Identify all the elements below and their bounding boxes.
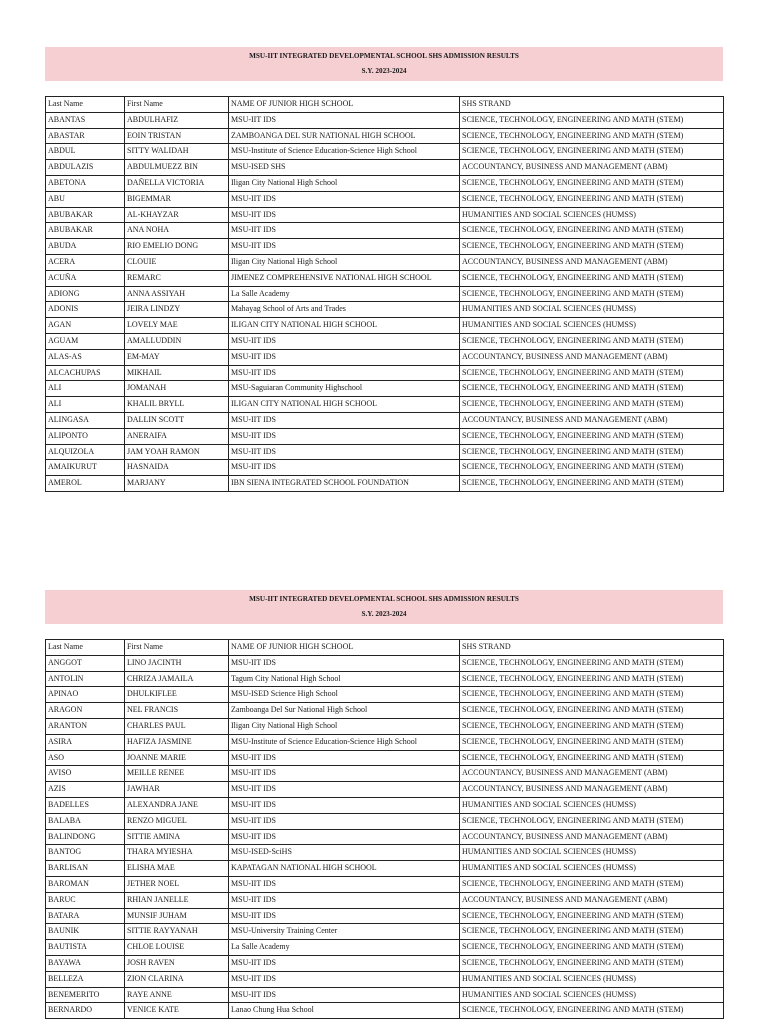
table-row bbox=[46, 987, 724, 1003]
first-name-cell: ELISHA MAE bbox=[125, 861, 229, 877]
first-name-cell: NEL FRANCIS bbox=[125, 703, 229, 719]
shs-strand-cell: SCIENCE, TECHNOLOGY, ENGINEERING AND MATH (STEM) bbox=[460, 128, 724, 144]
table-header-row bbox=[46, 640, 724, 656]
table-row bbox=[46, 908, 724, 924]
junior-high-school-cell: MSU-IIT IDS bbox=[229, 782, 460, 798]
table-row bbox=[46, 239, 724, 255]
first-name-cell: EM-MAY bbox=[125, 349, 229, 365]
last-name-cell: BARUC bbox=[46, 892, 125, 908]
table-row bbox=[46, 318, 724, 334]
junior-high-school-cell: Iligan City National High School bbox=[229, 175, 460, 191]
first-name-cell: MARJANY bbox=[125, 476, 229, 492]
junior-high-school-cell: MSU-Saguiaran Community Highschool bbox=[229, 381, 460, 397]
shs-strand-cell: HUMANITIES AND SOCIAL SCIENCES (HUMSS) bbox=[460, 207, 724, 223]
last-name-cell: BAUNIK bbox=[46, 924, 125, 940]
shs-strand-cell: SCIENCE, TECHNOLOGY, ENGINEERING AND MATH (STEM) bbox=[460, 144, 724, 160]
table-row bbox=[46, 782, 724, 798]
first-name-cell: AL-KHAYZAR bbox=[125, 207, 229, 223]
first-name-cell: ZION CLARINA bbox=[125, 971, 229, 987]
section-banner bbox=[45, 47, 723, 81]
shs-strand-cell: HUMANITIES AND SOCIAL SCIENCES (HUMSS) bbox=[460, 987, 724, 1003]
shs-strand-cell: HUMANITIES AND SOCIAL SCIENCES (HUMSS) bbox=[460, 318, 724, 334]
header-first-name: First Name bbox=[125, 97, 229, 113]
junior-high-school-cell: MSU-IIT IDS bbox=[229, 333, 460, 349]
last-name-cell: ALI bbox=[46, 381, 125, 397]
shs-strand-cell: SCIENCE, TECHNOLOGY, ENGINEERING AND MATH (STEM) bbox=[460, 813, 724, 829]
junior-high-school-cell: IBN SIENA INTEGRATED SCHOOL FOUNDATION bbox=[229, 476, 460, 492]
shs-strand-cell: ACCOUNTANCY, BUSINESS AND MANAGEMENT (ABM) bbox=[460, 349, 724, 365]
table-row bbox=[46, 750, 724, 766]
table-row bbox=[46, 270, 724, 286]
header-last-name: Last Name bbox=[46, 640, 125, 656]
table-row bbox=[46, 444, 724, 460]
junior-high-school-cell: MSU-IIT IDS bbox=[229, 813, 460, 829]
first-name-cell: RENZO MIGUEL bbox=[125, 813, 229, 829]
table-row bbox=[46, 955, 724, 971]
first-name-cell: VENICE KATE bbox=[125, 1003, 229, 1019]
school-year: S.Y. 2023-2024 bbox=[361, 67, 407, 75]
shs-strand-cell: ACCOUNTANCY, BUSINESS AND MANAGEMENT (ABM) bbox=[460, 782, 724, 798]
shs-strand-cell: SCIENCE, TECHNOLOGY, ENGINEERING AND MATH (STEM) bbox=[460, 908, 724, 924]
last-name-cell: ANTOLIN bbox=[46, 671, 125, 687]
first-name-cell: JETHER NOEL bbox=[125, 876, 229, 892]
junior-high-school-cell: MSU-IIT IDS bbox=[229, 955, 460, 971]
shs-strand-cell: SCIENCE, TECHNOLOGY, ENGINEERING AND MATH (STEM) bbox=[460, 955, 724, 971]
last-name-cell: ABETONA bbox=[46, 175, 125, 191]
table-row bbox=[46, 476, 724, 492]
last-name-cell: ALIPONTO bbox=[46, 428, 125, 444]
shs-strand-cell: ACCOUNTANCY, BUSINESS AND MANAGEMENT (ABM) bbox=[460, 892, 724, 908]
table-row bbox=[46, 191, 724, 207]
last-name-cell: BAUTISTA bbox=[46, 940, 125, 956]
junior-high-school-cell: Mahayag School of Arts and Trades bbox=[229, 302, 460, 318]
junior-high-school-cell: MSU-ISED-SciHS bbox=[229, 845, 460, 861]
shs-strand-cell: SCIENCE, TECHNOLOGY, ENGINEERING AND MATH (STEM) bbox=[460, 175, 724, 191]
table-row bbox=[46, 144, 724, 160]
last-name-cell: BENEMERITO bbox=[46, 987, 125, 1003]
table-row bbox=[46, 718, 724, 734]
last-name-cell: AMAIKURUT bbox=[46, 460, 125, 476]
first-name-cell: JAM YOAH RAMON bbox=[125, 444, 229, 460]
table-row bbox=[46, 160, 724, 176]
last-name-cell: AZIS bbox=[46, 782, 125, 798]
first-name-cell: RAYE ANNE bbox=[125, 987, 229, 1003]
first-name-cell: DALLIN SCOTT bbox=[125, 412, 229, 428]
junior-high-school-cell: MSU-ISED Science High School bbox=[229, 687, 460, 703]
last-name-cell: ASO bbox=[46, 750, 125, 766]
last-name-cell: ASIRA bbox=[46, 734, 125, 750]
header-first-name: First Name bbox=[125, 640, 229, 656]
junior-high-school-cell: MSU-IIT IDS bbox=[229, 460, 460, 476]
shs-strand-cell: ACCOUNTANCY, BUSINESS AND MANAGEMENT (ABM) bbox=[460, 412, 724, 428]
junior-high-school-cell: ZAMBOANGA DEL SUR NATIONAL HIGH SCHOOL bbox=[229, 128, 460, 144]
last-name-cell: BALINDONG bbox=[46, 829, 125, 845]
first-name-cell: JAWHAR bbox=[125, 782, 229, 798]
shs-strand-cell: SCIENCE, TECHNOLOGY, ENGINEERING AND MATH (STEM) bbox=[460, 703, 724, 719]
table-row bbox=[46, 671, 724, 687]
junior-high-school-cell: Tagum City National High School bbox=[229, 671, 460, 687]
junior-high-school-cell: KAPATAGAN NATIONAL HIGH SCHOOL bbox=[229, 861, 460, 877]
first-name-cell: ANA NOHA bbox=[125, 223, 229, 239]
first-name-cell: MUNSIF JUHAM bbox=[125, 908, 229, 924]
last-name-cell: ABU bbox=[46, 191, 125, 207]
shs-strand-cell: HUMANITIES AND SOCIAL SCIENCES (HUMSS) bbox=[460, 861, 724, 877]
junior-high-school-cell: Lanao Chung Hua School bbox=[229, 1003, 460, 1019]
junior-high-school-cell: MSU-IIT IDS bbox=[229, 971, 460, 987]
table-row bbox=[46, 924, 724, 940]
last-name-cell: BALABA bbox=[46, 813, 125, 829]
junior-high-school-cell: MSU-IIT IDS bbox=[229, 892, 460, 908]
shs-strand-cell: SCIENCE, TECHNOLOGY, ENGINEERING AND MATH (STEM) bbox=[460, 460, 724, 476]
junior-high-school-cell: JIMENEZ COMPREHENSIVE NATIONAL HIGH SCHOOL bbox=[229, 270, 460, 286]
shs-strand-cell: SCIENCE, TECHNOLOGY, ENGINEERING AND MATH (STEM) bbox=[460, 381, 724, 397]
first-name-cell: REMARC bbox=[125, 270, 229, 286]
first-name-cell: ANNA ASSIYAH bbox=[125, 286, 229, 302]
last-name-cell: AGUAM bbox=[46, 333, 125, 349]
junior-high-school-cell: La Salle Academy bbox=[229, 940, 460, 956]
first-name-cell: JOANNE MARIE bbox=[125, 750, 229, 766]
first-name-cell: RHIAN JANELLE bbox=[125, 892, 229, 908]
shs-strand-cell: SCIENCE, TECHNOLOGY, ENGINEERING AND MATH (STEM) bbox=[460, 239, 724, 255]
last-name-cell: ALCACHUPAS bbox=[46, 365, 125, 381]
first-name-cell: THARA MYIESHA bbox=[125, 845, 229, 861]
first-name-cell: LINO JACINTH bbox=[125, 655, 229, 671]
table-row bbox=[46, 412, 724, 428]
first-name-cell: ABDULMUEZZ BIN bbox=[125, 160, 229, 176]
last-name-cell: BARLISAN bbox=[46, 861, 125, 877]
table-row bbox=[46, 365, 724, 381]
first-name-cell: MEILLE RENEE bbox=[125, 766, 229, 782]
junior-high-school-cell: MSU-IIT IDS bbox=[229, 428, 460, 444]
junior-high-school-cell: MSU-IIT IDS bbox=[229, 829, 460, 845]
junior-high-school-cell: La Salle Academy bbox=[229, 286, 460, 302]
shs-strand-cell: SCIENCE, TECHNOLOGY, ENGINEERING AND MATH (STEM) bbox=[460, 428, 724, 444]
table-row bbox=[46, 302, 724, 318]
first-name-cell: HASNAIDA bbox=[125, 460, 229, 476]
junior-high-school-cell: MSU-IIT IDS bbox=[229, 797, 460, 813]
junior-high-school-cell: MSU-IIT IDS bbox=[229, 191, 460, 207]
shs-strand-cell: SCIENCE, TECHNOLOGY, ENGINEERING AND MATH (STEM) bbox=[460, 397, 724, 413]
table-row bbox=[46, 223, 724, 239]
last-name-cell: ADONIS bbox=[46, 302, 125, 318]
shs-strand-cell: SCIENCE, TECHNOLOGY, ENGINEERING AND MATH (STEM) bbox=[460, 718, 724, 734]
first-name-cell: CHLOE LOUISE bbox=[125, 940, 229, 956]
header-junior-high-school: NAME OF JUNIOR HIGH SCHOOL bbox=[229, 640, 460, 656]
table-row bbox=[46, 286, 724, 302]
table-row bbox=[46, 1003, 724, 1019]
last-name-cell: ACUÑA bbox=[46, 270, 125, 286]
junior-high-school-cell: MSU-IIT IDS bbox=[229, 444, 460, 460]
first-name-cell: ABDULHAFIZ bbox=[125, 112, 229, 128]
first-name-cell: ALEXANDRA JANE bbox=[125, 797, 229, 813]
header-junior-high-school: NAME OF JUNIOR HIGH SCHOOL bbox=[229, 97, 460, 113]
last-name-cell: ABDULAZIS bbox=[46, 160, 125, 176]
table-row bbox=[46, 175, 724, 191]
shs-strand-cell: ACCOUNTANCY, BUSINESS AND MANAGEMENT (ABM) bbox=[460, 766, 724, 782]
first-name-cell: SITTY WALIDAH bbox=[125, 144, 229, 160]
junior-high-school-cell: MSU-IIT IDS bbox=[229, 908, 460, 924]
document-title: MSU-IIT INTEGRATED DEVELOPMENTAL SCHOOL SHS ADMISSION RESULTS bbox=[249, 595, 519, 603]
table-row bbox=[46, 397, 724, 413]
last-name-cell: ABUBAKAR bbox=[46, 207, 125, 223]
results-section-1 bbox=[45, 47, 723, 492]
last-name-cell: ABUBAKAR bbox=[46, 223, 125, 239]
table-row bbox=[46, 655, 724, 671]
header-last-name: Last Name bbox=[46, 97, 125, 113]
table-row bbox=[46, 207, 724, 223]
results-section-2 bbox=[45, 590, 723, 1019]
shs-strand-cell: SCIENCE, TECHNOLOGY, ENGINEERING AND MATH (STEM) bbox=[460, 750, 724, 766]
table-row bbox=[46, 428, 724, 444]
shs-strand-cell: SCIENCE, TECHNOLOGY, ENGINEERING AND MATH (STEM) bbox=[460, 191, 724, 207]
last-name-cell: BELLEZA bbox=[46, 971, 125, 987]
table-row bbox=[46, 349, 724, 365]
junior-high-school-cell: MSU-IIT IDS bbox=[229, 112, 460, 128]
table-row bbox=[46, 971, 724, 987]
last-name-cell: BAYAWA bbox=[46, 955, 125, 971]
shs-strand-cell: SCIENCE, TECHNOLOGY, ENGINEERING AND MATH (STEM) bbox=[460, 655, 724, 671]
junior-high-school-cell: MSU-IIT IDS bbox=[229, 223, 460, 239]
last-name-cell: BADELLES bbox=[46, 797, 125, 813]
table-row bbox=[46, 876, 724, 892]
first-name-cell: KHALIL BRYLL bbox=[125, 397, 229, 413]
shs-strand-cell: ACCOUNTANCY, BUSINESS AND MANAGEMENT (ABM) bbox=[460, 829, 724, 845]
shs-strand-cell: SCIENCE, TECHNOLOGY, ENGINEERING AND MATH (STEM) bbox=[460, 876, 724, 892]
last-name-cell: ABANTAS bbox=[46, 112, 125, 128]
junior-high-school-cell: Iligan City National High School bbox=[229, 718, 460, 734]
table-row bbox=[46, 381, 724, 397]
table-row bbox=[46, 112, 724, 128]
junior-high-school-cell: MSU-Institute of Science Education-Science High School bbox=[229, 144, 460, 160]
shs-strand-cell: SCIENCE, TECHNOLOGY, ENGINEERING AND MATH (STEM) bbox=[460, 924, 724, 940]
first-name-cell: EOIN TRISTAN bbox=[125, 128, 229, 144]
table-row bbox=[46, 940, 724, 956]
last-name-cell: ACERA bbox=[46, 254, 125, 270]
shs-strand-cell: HUMANITIES AND SOCIAL SCIENCES (HUMSS) bbox=[460, 971, 724, 987]
first-name-cell: RIO EMELIO DONG bbox=[125, 239, 229, 255]
last-name-cell: BANTOG bbox=[46, 845, 125, 861]
table-row bbox=[46, 333, 724, 349]
shs-strand-cell: SCIENCE, TECHNOLOGY, ENGINEERING AND MATH (STEM) bbox=[460, 734, 724, 750]
first-name-cell: ANERAIFA bbox=[125, 428, 229, 444]
junior-high-school-cell: MSU-IIT IDS bbox=[229, 365, 460, 381]
last-name-cell: APINAO bbox=[46, 687, 125, 703]
table-row bbox=[46, 813, 724, 829]
shs-strand-cell: SCIENCE, TECHNOLOGY, ENGINEERING AND MATH (STEM) bbox=[460, 671, 724, 687]
shs-strand-cell: SCIENCE, TECHNOLOGY, ENGINEERING AND MATH (STEM) bbox=[460, 476, 724, 492]
last-name-cell: ANGGOT bbox=[46, 655, 125, 671]
table-row bbox=[46, 703, 724, 719]
shs-strand-cell: SCIENCE, TECHNOLOGY, ENGINEERING AND MATH (STEM) bbox=[460, 270, 724, 286]
admission-results-table bbox=[45, 639, 724, 1019]
header-shs-strand: SHS STRAND bbox=[460, 640, 724, 656]
junior-high-school-cell: MSU-IIT IDS bbox=[229, 412, 460, 428]
first-name-cell: SITTIE AMINA bbox=[125, 829, 229, 845]
junior-high-school-cell: MSU-ISED SHS bbox=[229, 160, 460, 176]
last-name-cell: ALINGASA bbox=[46, 412, 125, 428]
last-name-cell: ALAS-AS bbox=[46, 349, 125, 365]
shs-strand-cell: SCIENCE, TECHNOLOGY, ENGINEERING AND MATH (STEM) bbox=[460, 444, 724, 460]
first-name-cell: CHRIZA JAMAILA bbox=[125, 671, 229, 687]
junior-high-school-cell: ILIGAN CITY NATIONAL HIGH SCHOOL bbox=[229, 318, 460, 334]
last-name-cell: BERNARDO bbox=[46, 1003, 125, 1019]
shs-strand-cell: SCIENCE, TECHNOLOGY, ENGINEERING AND MATH (STEM) bbox=[460, 940, 724, 956]
table-row bbox=[46, 460, 724, 476]
junior-high-school-cell: Zamboanga Del Sur National High School bbox=[229, 703, 460, 719]
junior-high-school-cell: MSU-IIT IDS bbox=[229, 655, 460, 671]
header-shs-strand: SHS STRAND bbox=[460, 97, 724, 113]
last-name-cell: ADIONG bbox=[46, 286, 125, 302]
first-name-cell: HAFIZA JASMINE bbox=[125, 734, 229, 750]
last-name-cell: ARANTON bbox=[46, 718, 125, 734]
first-name-cell: DHULKIFLEE bbox=[125, 687, 229, 703]
last-name-cell: ALQUIZOLA bbox=[46, 444, 125, 460]
shs-strand-cell: SCIENCE, TECHNOLOGY, ENGINEERING AND MATH (STEM) bbox=[460, 365, 724, 381]
junior-high-school-cell: MSU-Institute of Science Education-Science High School bbox=[229, 734, 460, 750]
shs-strand-cell: ACCOUNTANCY, BUSINESS AND MANAGEMENT (ABM) bbox=[460, 254, 724, 270]
first-name-cell: CLOUIE bbox=[125, 254, 229, 270]
first-name-cell: AMALLUDDIN bbox=[125, 333, 229, 349]
table-header-row bbox=[46, 97, 724, 113]
last-name-cell: ALI bbox=[46, 397, 125, 413]
last-name-cell: BATARA bbox=[46, 908, 125, 924]
shs-strand-cell: HUMANITIES AND SOCIAL SCIENCES (HUMSS) bbox=[460, 797, 724, 813]
first-name-cell: DAÑELLA VICTORIA bbox=[125, 175, 229, 191]
shs-strand-cell: SCIENCE, TECHNOLOGY, ENGINEERING AND MATH (STEM) bbox=[460, 112, 724, 128]
last-name-cell: AMEROL bbox=[46, 476, 125, 492]
junior-high-school-cell: MSU-IIT IDS bbox=[229, 766, 460, 782]
shs-strand-cell: HUMANITIES AND SOCIAL SCIENCES (HUMSS) bbox=[460, 302, 724, 318]
table-row bbox=[46, 797, 724, 813]
table-row bbox=[46, 766, 724, 782]
shs-strand-cell: SCIENCE, TECHNOLOGY, ENGINEERING AND MATH (STEM) bbox=[460, 687, 724, 703]
shs-strand-cell: SCIENCE, TECHNOLOGY, ENGINEERING AND MATH (STEM) bbox=[460, 286, 724, 302]
last-name-cell: ABDUL bbox=[46, 144, 125, 160]
table-row bbox=[46, 829, 724, 845]
first-name-cell: LOVELY MAE bbox=[125, 318, 229, 334]
first-name-cell: JOSH RAVEN bbox=[125, 955, 229, 971]
junior-high-school-cell: MSU-IIT IDS bbox=[229, 349, 460, 365]
shs-strand-cell: SCIENCE, TECHNOLOGY, ENGINEERING AND MATH (STEM) bbox=[460, 223, 724, 239]
first-name-cell: JEIRA LINDZY bbox=[125, 302, 229, 318]
first-name-cell: CHARLES PAUL bbox=[125, 718, 229, 734]
first-name-cell: SITTIE RAYYANAH bbox=[125, 924, 229, 940]
junior-high-school-cell: MSU-IIT IDS bbox=[229, 987, 460, 1003]
table-row bbox=[46, 734, 724, 750]
last-name-cell: ABASTAR bbox=[46, 128, 125, 144]
first-name-cell: JOMANAH bbox=[125, 381, 229, 397]
last-name-cell: ARAGON bbox=[46, 703, 125, 719]
table-row bbox=[46, 687, 724, 703]
document-title: MSU-IIT INTEGRATED DEVELOPMENTAL SCHOOL SHS ADMISSION RESULTS bbox=[249, 52, 519, 60]
last-name-cell: ABUDA bbox=[46, 239, 125, 255]
admission-results-table bbox=[45, 96, 724, 492]
table-row bbox=[46, 892, 724, 908]
shs-strand-cell: HUMANITIES AND SOCIAL SCIENCES (HUMSS) bbox=[460, 845, 724, 861]
junior-high-school-cell: Iligan City National High School bbox=[229, 254, 460, 270]
shs-strand-cell: SCIENCE, TECHNOLOGY, ENGINEERING AND MATH (STEM) bbox=[460, 1003, 724, 1019]
school-year: S.Y. 2023-2024 bbox=[361, 610, 407, 618]
table-row bbox=[46, 861, 724, 877]
junior-high-school-cell: MSU-IIT IDS bbox=[229, 876, 460, 892]
first-name-cell: MIKHAIL bbox=[125, 365, 229, 381]
junior-high-school-cell: MSU-IIT IDS bbox=[229, 239, 460, 255]
shs-strand-cell: ACCOUNTANCY, BUSINESS AND MANAGEMENT (ABM) bbox=[460, 160, 724, 176]
junior-high-school-cell: MSU-IIT IDS bbox=[229, 750, 460, 766]
last-name-cell: AGAN bbox=[46, 318, 125, 334]
junior-high-school-cell: MSU-University Training Center bbox=[229, 924, 460, 940]
last-name-cell: AVISO bbox=[46, 766, 125, 782]
shs-strand-cell: SCIENCE, TECHNOLOGY, ENGINEERING AND MATH (STEM) bbox=[460, 333, 724, 349]
last-name-cell: BAROMAN bbox=[46, 876, 125, 892]
junior-high-school-cell: MSU-IIT IDS bbox=[229, 207, 460, 223]
table-row bbox=[46, 845, 724, 861]
first-name-cell: BIGEMMAR bbox=[125, 191, 229, 207]
section-banner bbox=[45, 590, 723, 624]
table-row bbox=[46, 128, 724, 144]
table-row bbox=[46, 254, 724, 270]
junior-high-school-cell: ILIGAN CITY NATIONAL HIGH SCHOOL bbox=[229, 397, 460, 413]
